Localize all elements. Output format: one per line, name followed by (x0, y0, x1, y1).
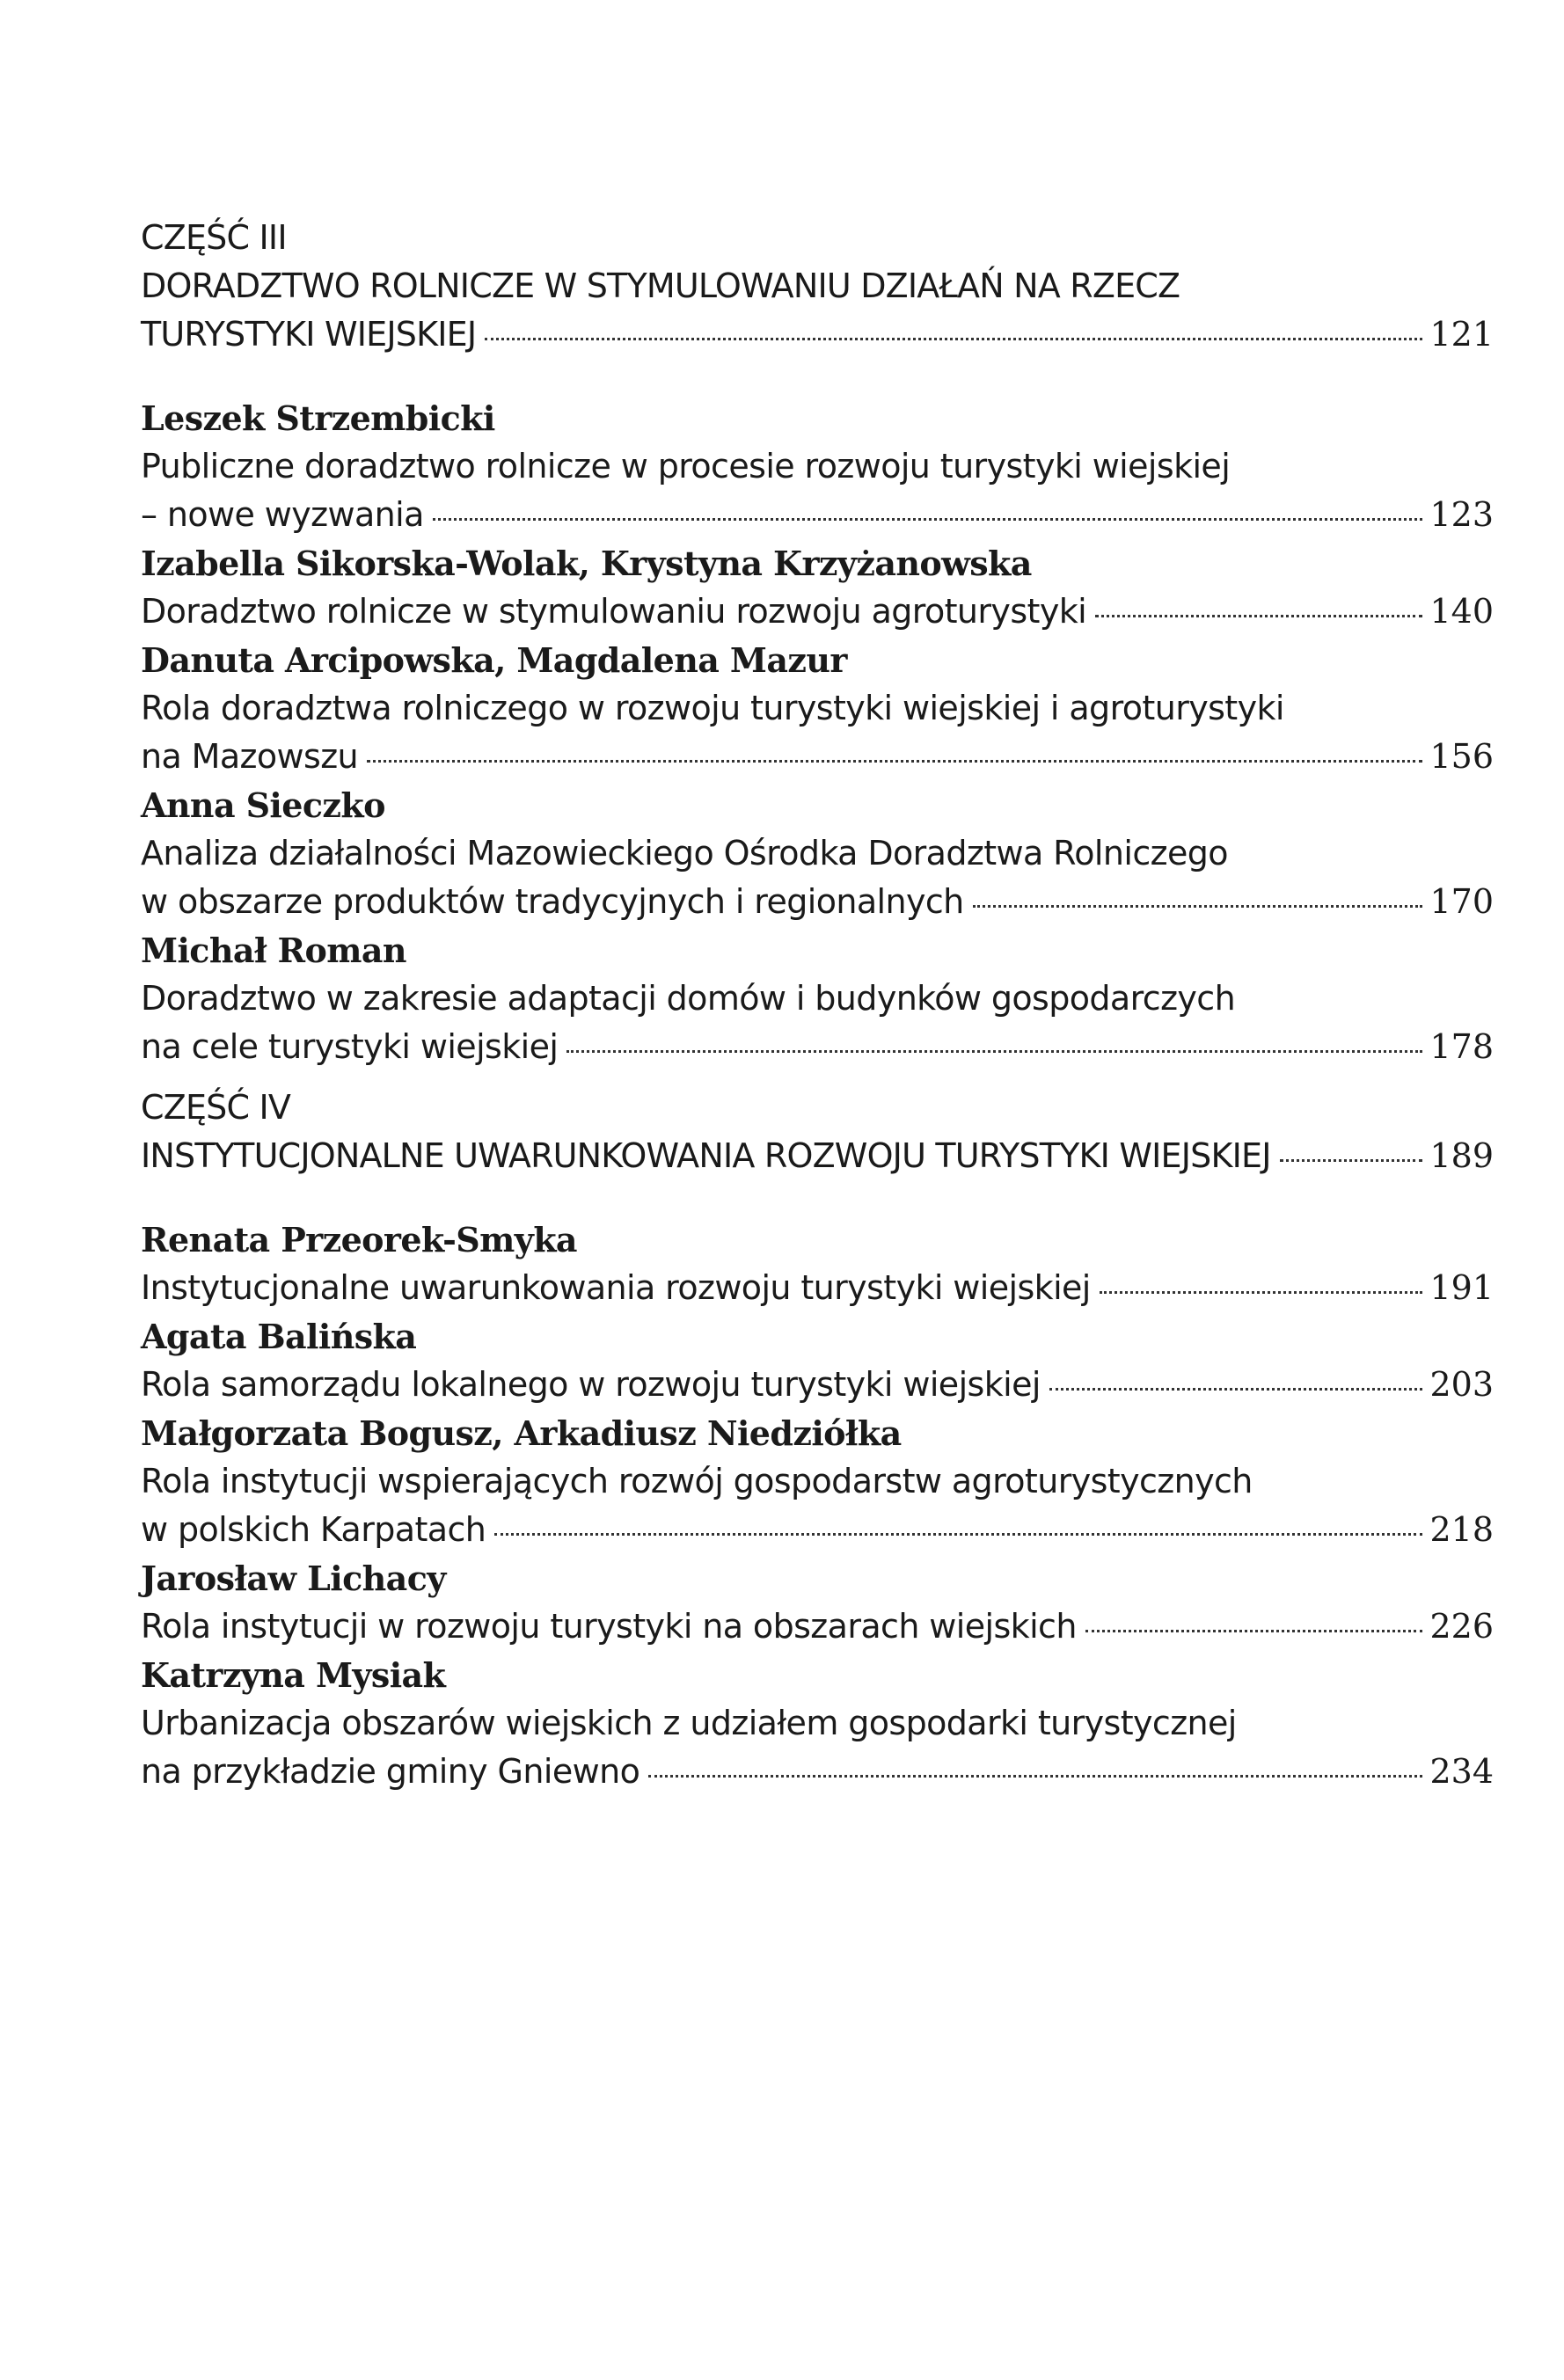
dot-leader (1095, 614, 1422, 617)
entry-title-text: Rola samorządu lokalnego w rozwoju turystyki wiejskiej (141, 1365, 1041, 1404)
toc-entry (141, 781, 1494, 926)
entry-title-line: Urbanizacja obszarów wiejskich z udziałem gospodarki turystycznej (141, 1704, 1237, 1742)
page-number: 123 (1429, 495, 1494, 534)
entry-authors: Katrzyna Mysiak (141, 1655, 446, 1695)
entry-title-text: w obszarze produktów tradycyjnych i regionalnych (141, 882, 964, 921)
page-number: 121 (1429, 315, 1494, 354)
entry-authors: Renata Przeorek-Smyka (141, 1220, 577, 1259)
entry-authors: Danuta Arcipowska, Magdalena Mazur (141, 640, 847, 680)
dot-leader (1100, 1290, 1423, 1294)
entry-title-with-page (141, 1602, 1494, 1651)
dot-leader (973, 904, 1423, 908)
part-block (141, 214, 1494, 359)
entry-title-with-page (141, 588, 1494, 636)
entry-title-line: Doradztwo w zakresie adaptacji domów i budynków gospodarczych (141, 979, 1236, 1018)
dot-leader (433, 517, 1423, 521)
toc-entry (141, 1409, 1494, 1554)
dot-leader (566, 1049, 1422, 1053)
toc-entry (141, 539, 1494, 636)
entry-title-text: Doradztwo rolnicze w stymulowaniu rozwoju agroturystyki (141, 592, 1087, 631)
part-title-line: DORADZTWO ROLNICZE W STYMULOWANIU DZIAŁAŃ NA RZECZ (141, 266, 1180, 305)
dot-leader (1280, 1158, 1423, 1162)
entry-title-text: na przykładzie gminy Gniewno (141, 1752, 640, 1791)
toc-entry (141, 394, 1494, 539)
entry-title-line: Analiza działalności Mazowieckiego Ośrodka Doradztwa Rolniczego (141, 834, 1228, 872)
part-label: CZĘŚĆ IV (141, 1088, 291, 1127)
entry-title-with-page (141, 1361, 1494, 1409)
dot-leader (1085, 1629, 1423, 1632)
toc-entry (141, 1651, 1494, 1796)
entry-authors: Małgorzata Bogusz, Arkadiusz Niedziółka (141, 1413, 902, 1453)
entry-title-line: Publiczne doradztwo rolnicze w procesie rozwoju turystyki wiejskiej (141, 447, 1231, 485)
entry-title-with-page (141, 1506, 1494, 1554)
article-list (141, 394, 1494, 1071)
entry-title-text: INSTYTUCJONALNE UWARUNKOWANIA ROZWOJU TURYSTYKI WIEJSKIEJ (141, 1136, 1271, 1175)
page-number: 170 (1429, 882, 1494, 921)
dot-leader (494, 1532, 1422, 1536)
page-number: 191 (1429, 1268, 1494, 1307)
page-number: 203 (1429, 1365, 1494, 1404)
entry-title-with-page (141, 1748, 1494, 1796)
entry-title-with-page (141, 491, 1494, 539)
entry-title-text: Instytucjonalne uwarunkowania rozwoju turystyki wiejskiej (141, 1268, 1091, 1307)
toc-entry (141, 1216, 1494, 1312)
entry-title-text: – nowe wyzwania (141, 495, 424, 534)
entry-title-text: na Mazowszu (141, 737, 359, 776)
page-number: 189 (1429, 1136, 1494, 1175)
entry-authors: Leszek Strzembicki (141, 398, 495, 438)
dot-leader (367, 759, 1422, 763)
toc-entry (141, 1554, 1494, 1651)
toc-entry (141, 926, 1494, 1071)
entry-title-with-page (141, 1264, 1494, 1312)
entry-title-text: na cele turystyki wiejskiej (141, 1027, 559, 1066)
entry-title-with-page (141, 878, 1494, 926)
table-of-contents (141, 214, 1494, 1796)
page-number: 226 (1429, 1607, 1494, 1646)
entry-title-text: TURYSTYKI WIEJSKIEJ (141, 315, 477, 354)
entry-title-text: Rola instytucji w rozwoju turystyki na obszarach wiejskich (141, 1607, 1077, 1646)
dot-leader (1049, 1387, 1423, 1391)
entry-authors: Agata Balińska (141, 1317, 417, 1356)
part-label: CZĘŚĆ III (141, 218, 287, 257)
entry-title-line: Rola instytucji wspierających rozwój gospodarstw agroturystycznych (141, 1462, 1253, 1500)
article-list (141, 1216, 1494, 1796)
dot-leader (485, 337, 1422, 340)
entry-authors: Michał Roman (141, 931, 406, 970)
entry-title-with-page (141, 1023, 1494, 1071)
toc-entry (141, 636, 1494, 781)
entry-authors: Anna Sieczko (141, 785, 385, 825)
page-number: 156 (1429, 737, 1494, 776)
part-title-entry (141, 310, 1494, 359)
dot-leader (648, 1774, 1422, 1778)
toc-entry (141, 1312, 1494, 1409)
entry-title-text: w polskich Karpatach (141, 1510, 486, 1549)
page-number: 218 (1429, 1510, 1494, 1549)
entry-title-line: Rola doradztwa rolniczego w rozwoju turystyki wiejskiej i agroturystyki (141, 689, 1284, 727)
page-number: 140 (1429, 592, 1494, 631)
part-title-entry (141, 1132, 1494, 1180)
page-number: 178 (1429, 1027, 1494, 1066)
entry-title-with-page (141, 733, 1494, 781)
entry-authors: Izabella Sikorska-Wolak, Krystyna Krzyżanowska (141, 544, 1032, 583)
page-number: 234 (1429, 1752, 1494, 1791)
entry-authors: Jarosław Lichacy (141, 1559, 446, 1598)
part-block (141, 1084, 1494, 1180)
